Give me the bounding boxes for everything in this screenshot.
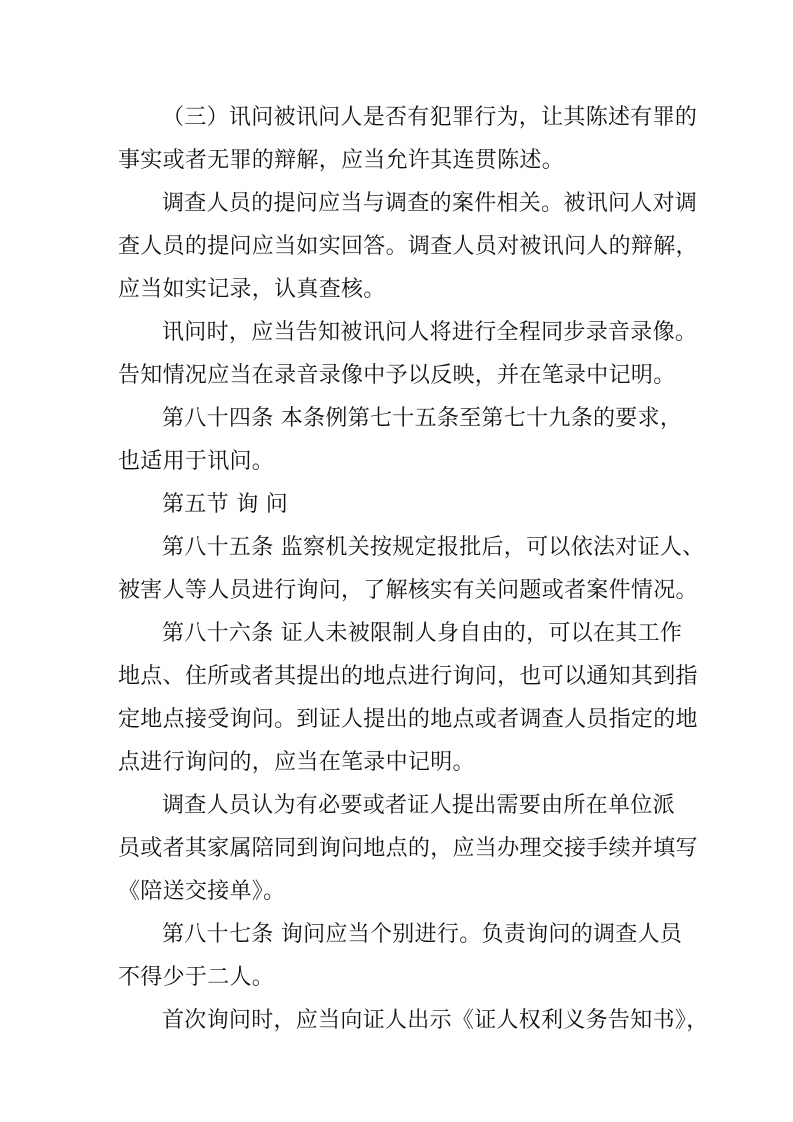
text-line: 事实或者无罪的辩解，应当允许其连贯陈述。 <box>118 148 565 173</box>
text-line: 第八十五条 监察机关按规定报批后，可以依法对证人、 <box>162 535 705 560</box>
text-line: 也适用于讯问。 <box>118 449 275 474</box>
text-line: 告知情况应当在录音录像中予以反映，并在笔录中记明。 <box>118 363 676 388</box>
text-line: 点进行询问的，应当在笔录中记明。 <box>118 750 475 775</box>
text-line: 被害人等人员进行询问，了解核实有关问题或者案件情况。 <box>118 578 698 603</box>
text-line: 地点、住所或者其提出的地点进行询问，也可以通知其到指 <box>118 664 698 689</box>
text-line: 第八十七条 询问应当个别进行。负责询问的调查人员 <box>162 922 683 947</box>
text-line: 调查人员的提问应当与调查的案件相关。被讯问人对调 <box>162 191 698 216</box>
text-line: 首次询问时，应当向证人出示《证人权利义务告知书》， <box>162 1008 709 1033</box>
section-heading: 第五节 询 问 <box>162 492 289 517</box>
text-line: 定地点接受询问。到证人提出的地点或者调查人员指定的地 <box>118 707 698 732</box>
text-line: 第八十四条 本条例第七十五条至第七十九条的要求， <box>162 406 683 431</box>
text-line: 不得少于二人。 <box>118 965 275 990</box>
text-line: 调查人员认为有必要或者证人提出需要由所在单位派 <box>162 793 675 818</box>
text-line: 员或者其家属陪同到询问地点的，应当办理交接手续并填写 <box>118 836 698 861</box>
text-line: 应当如实记录，认真查核。 <box>118 277 386 302</box>
text-line: 《陪送交接单》。 <box>118 879 286 904</box>
text-line: 讯问时，应当告知被讯问人将进行全程同步录音录像。 <box>162 320 698 345</box>
text-line: 查人员的提问应当如实回答。调查人员对被讯问人的辩解， <box>118 234 698 259</box>
text-line: 第八十六条 证人未被限制人身自由的，可以在其工作 <box>162 621 683 646</box>
text-line: （三）讯问被讯问人是否有犯罪行为，让其陈述有罪的 <box>162 105 698 130</box>
